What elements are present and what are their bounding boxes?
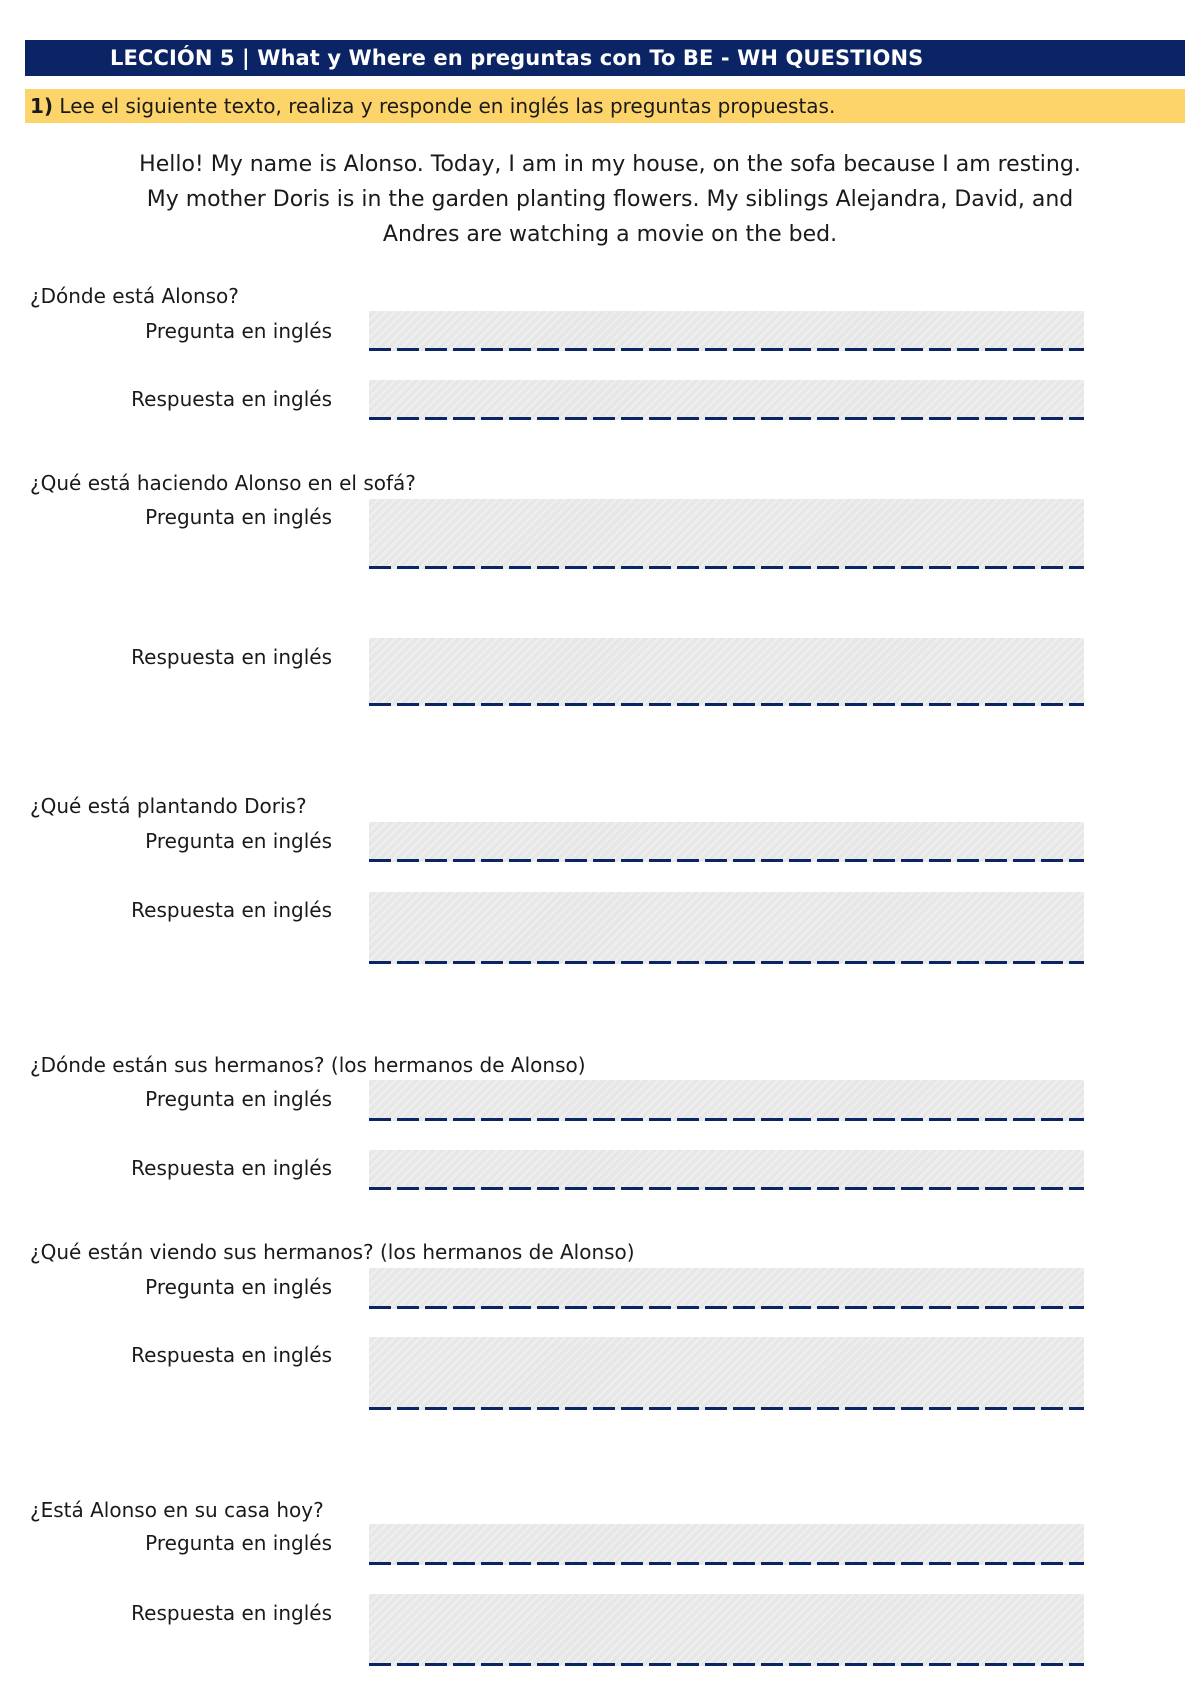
instruction-text: Lee el siguiente texto, realiza y responde en inglés las preguntas propuestas.: [59, 94, 836, 118]
answer-field-4[interactable]: [369, 1150, 1084, 1190]
question-underline-3: [369, 859, 1084, 862]
question-field-6[interactable]: [369, 1524, 1084, 1565]
question-label-5: Pregunta en inglés: [145, 1275, 332, 1299]
answer-underline-5: [369, 1407, 1084, 1410]
question-prompt-2: ¿Qué está haciendo Alonso en el sofá?: [30, 471, 416, 495]
question-label-2: Pregunta en inglés: [145, 505, 332, 529]
question-field-4[interactable]: [369, 1080, 1084, 1121]
question-underline-6: [369, 1562, 1084, 1565]
question-field-3[interactable]: [369, 822, 1084, 862]
answer-label-3: Respuesta en inglés: [131, 898, 332, 922]
reading-line-1: Hello! My name is Alonso. Today, I am in my house, on the sofa because I am resting.: [139, 152, 1081, 177]
answer-label-4: Respuesta en inglés: [131, 1156, 332, 1180]
question-prompt-5: ¿Qué están viendo sus hermanos? (los hermanos de Alonso): [30, 1240, 635, 1264]
answer-label-6: Respuesta en inglés: [131, 1601, 332, 1625]
answer-field-5[interactable]: [369, 1337, 1084, 1410]
question-prompt-6: ¿Está Alonso en su casa hoy?: [30, 1498, 324, 1522]
reading-line-2: My mother Doris is in the garden planting flowers. My siblings Alejandra, David, and: [146, 187, 1074, 212]
answer-underline-2: [369, 703, 1084, 706]
question-label-6: Pregunta en inglés: [145, 1531, 332, 1555]
question-prompt-4: ¿Dónde están sus hermanos? (los hermanos de Alonso): [30, 1053, 586, 1077]
lesson-title-bar: [25, 40, 1185, 76]
answer-field-1[interactable]: [369, 380, 1084, 420]
question-field-5[interactable]: [369, 1268, 1084, 1309]
answer-underline-6: [369, 1663, 1084, 1666]
question-underline-5: [369, 1306, 1084, 1309]
reading-line-3: Andres are watching a movie on the bed.: [382, 222, 838, 247]
answer-label-1: Respuesta en inglés: [131, 387, 332, 411]
question-prompt-1: ¿Dónde está Alonso?: [30, 284, 239, 308]
question-label-4: Pregunta en inglés: [145, 1087, 332, 1111]
answer-field-6[interactable]: [369, 1594, 1084, 1666]
question-label-3: Pregunta en inglés: [145, 829, 332, 853]
instruction-bar: [25, 89, 1185, 123]
instruction-number: 1): [30, 94, 54, 118]
question-underline-1: [369, 348, 1084, 351]
question-prompt-3: ¿Qué está plantando Doris?: [30, 794, 307, 818]
answer-label-5: Respuesta en inglés: [131, 1343, 332, 1367]
answer-label-2: Respuesta en inglés: [131, 645, 332, 669]
lesson-title: LECCIÓN 5 | What y Where en preguntas con To BE - WH QUESTIONS: [110, 46, 924, 70]
answer-field-3[interactable]: [369, 892, 1084, 964]
question-field-2[interactable]: [369, 499, 1084, 569]
question-label-1: Pregunta en inglés: [145, 319, 332, 343]
reading-passage: [50, 147, 1170, 252]
answer-underline-1: [369, 417, 1084, 420]
question-underline-4: [369, 1118, 1084, 1121]
question-field-1[interactable]: [369, 311, 1084, 351]
answer-underline-3: [369, 961, 1084, 964]
answer-field-2[interactable]: [369, 638, 1084, 706]
answer-underline-4: [369, 1187, 1084, 1190]
question-underline-2: [369, 566, 1084, 569]
